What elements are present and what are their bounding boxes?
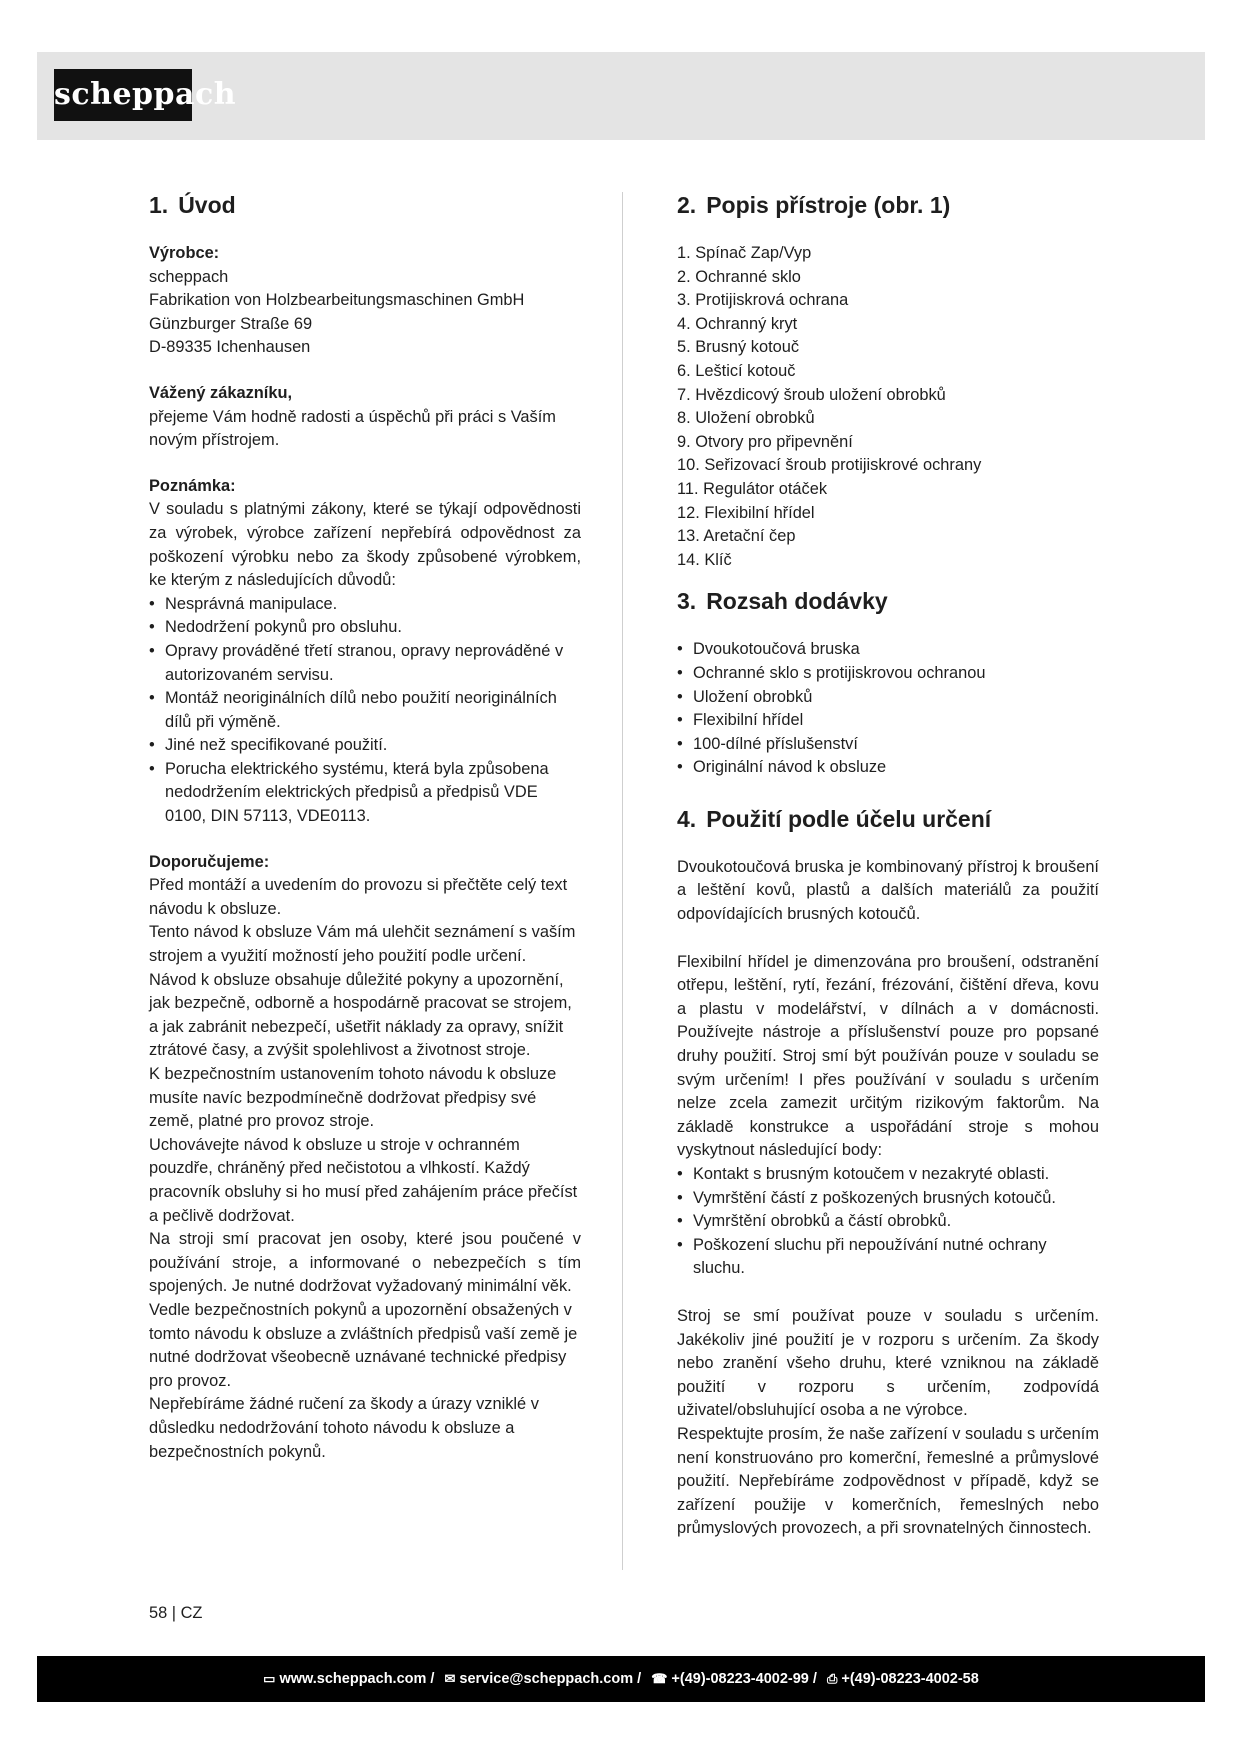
list-item: • Flexibilní hřídel — [677, 709, 1099, 733]
list-item: 13. Aretační čep — [677, 527, 796, 546]
list-item: 4. Ochranný kryt — [677, 314, 798, 333]
phone-number: +(49)-08223-4002-99 / — [671, 1671, 817, 1687]
email-icon: ✉ — [444, 1671, 456, 1686]
page-header — [37, 52, 1205, 140]
list-item: • Porucha elektrického systému, která byla způsobena nedodržením elektrických předpisů a předpisů VDE 0100, DIN 57113, VDE0113. — [149, 758, 581, 829]
greeting-text: přejeme Vám hodně radosti a úspěchů při práci s Vaším novým přístrojem. — [149, 407, 556, 450]
list-item: 11. Regulátor otáček — [677, 479, 828, 498]
list-item: • Kontakt s brusným kotoučem v nezakryté oblasti. — [677, 1163, 1099, 1187]
list-item: • Dvoukotoučová bruska — [677, 638, 1099, 662]
phone-icon: ☎ — [651, 1671, 668, 1686]
recommend-paragraph: Nepřebíráme žádné ručení za škody a úrazy vzniklé v důsledku nedodržování tohoto návodu k obsluze a bezpečnostních pokynů. — [149, 1395, 539, 1461]
fax-icon: ⎙ — [826, 1671, 838, 1686]
list-item: • Montáž neoriginálních dílů nebo použití neoriginálních dílů při výměně. — [149, 687, 581, 734]
list-item: • Nedodržení pokynů pro obsluhu. — [149, 616, 581, 640]
scheppach-logo: scheppach — [54, 69, 192, 121]
fax-number: +(49)-08223-4002-58 — [841, 1671, 979, 1687]
greeting-label: Vážený zákazníku, — [149, 383, 293, 402]
list-item: 7. Hvězdicový šroub uložení obrobků — [677, 385, 946, 404]
list-item: • Opravy prováděné třetí stranou, opravy neprováděné v autorizovaném servisu. — [149, 640, 581, 687]
list-item: 10. Seřizovací šroub protijiskrové ochrany — [677, 456, 982, 475]
usage-paragraph: Flexibilní hřídel je dimenzována pro broušení, odstranění otřepu, leštění, rytí, řezání, frézování, čištění dřeva, kovu a plastu v modelářství, v dílnách a v domácnosti. Používejte nástroje a příslušenství pouze pro popsané druhy použití. Stroj smí být používán pouze v souladu se svým určením! I přes používání v souladu s určením nelze zcela zamezit určitým rizikovým faktorům. Na základě konstrukce a uspořádání stroje s mohou vyskytnout následující body: — [677, 952, 1099, 1160]
right-column — [677, 190, 1099, 1541]
list-item: 3. Protijiskrová ochrana — [677, 291, 849, 310]
website-link[interactable]: www.scheppach.com / — [279, 1671, 435, 1687]
recommend-paragraph: K bezpečnostním ustanovením tohoto návodu k obsluze musíte navíc bezpodmínečně dodržovat předpisy své země, platné pro provoz stroje. — [149, 1065, 557, 1131]
left-column — [149, 190, 581, 1464]
list-item: 14. Klíč — [677, 550, 732, 569]
parts-list — [677, 242, 1099, 572]
recommend-paragraph: Vedle bezpečnostních pokynů a upozornění obsažených v tomto návodu k obsluze a zvláštních předpisů vaší země je nutné dodržovat všeobecně uznávané technické předpisy pro provoz. — [149, 1300, 578, 1390]
recommend-paragraph: Tento návod k obsluze Vám má ulehčit seznámení s vaším strojem a využití možností jeho použití podle určení. — [149, 923, 576, 966]
usage-paragraph: Stroj se smí používat pouze v souladu s určením. Jakékoliv jiné použití je v rozporu s určením. Za škody nebo zranění všeho druhu, které vzniknou na základě použití v rozporu s určením, zodpovídá uživatel/obsluhující osoba a ne výrobce. — [677, 1306, 1099, 1420]
usage-paragraph: Dvoukotoučová bruska je kombinovaný přístroj k broušení a leštění kovů, plastů a dalších materiálů za použití odpovídajících brusných kotoučů. — [677, 857, 1099, 924]
list-item: 9. Otvory pro připevnění — [677, 432, 853, 451]
column-divider — [622, 192, 623, 1570]
note-text: V souladu s platnými zákony, které se týkají odpovědnosti za výrobek, výrobce zařízení nepřebírá odpovědnost za poškození výrobku nebo za škody způsobené výrobkem, ke kterým z následujících důvodů: — [149, 500, 581, 590]
list-item: • Nesprávná manipulace. — [149, 593, 581, 617]
computer-icon: ▭ — [263, 1671, 276, 1686]
recommend-label: Doporučujeme: — [149, 852, 270, 871]
recommend-paragraph: Uchovávejte návod k obsluze u stroje v ochranném pouzdře, chráněný před nečistotou a vlhkostí. Každý pracovník obsluhy si ho musí před zahájením práce přečíst a pečlivě dodržovat. — [149, 1135, 578, 1225]
section-3-title: 3. Rozsah dodávky — [677, 588, 888, 615]
delivery-list — [677, 638, 1099, 780]
list-item: • 100-dílné příslušenství — [677, 733, 1099, 757]
list-item: 5. Brusný kotouč — [677, 338, 800, 357]
list-item: 2. Ochranné sklo — [677, 267, 801, 286]
recommend-paragraph: Návod k obsluze obsahuje důležité pokyny a upozornění, jak bezpečně, odborně a hospodárně pracovat se strojem, a jak zabránit nebezpečí, ušetřit náklady za opravy, snížit ztrátové časy, a zvýšit spolehlivost a životnost stroje. — [149, 970, 572, 1060]
section-1-title: 1. Úvod — [149, 192, 236, 218]
list-item: • Originální návod k obsluze — [677, 756, 1099, 780]
note-label: Poznámka: — [149, 476, 236, 495]
manufacturer-label: Výrobce: — [149, 244, 220, 262]
email-link[interactable]: service@scheppach.com / — [459, 1671, 642, 1687]
list-item: 12. Flexibilní hřídel — [677, 503, 815, 522]
list-item: 1. Spínač Zap/Vyp — [677, 244, 812, 262]
contact-footer — [37, 1656, 1205, 1702]
list-item: 6. Lešticí kotouč — [677, 361, 796, 380]
list-item: • Vymrštění obrobků a částí obrobků. — [677, 1210, 1099, 1234]
note-list — [149, 593, 581, 829]
recommend-paragraph: Před montáží a uvedením do provozu si přečtěte celý text návodu k obsluze. — [149, 876, 568, 918]
list-item: • Ochranné sklo s protijiskrovou ochranou — [677, 662, 1099, 686]
usage-paragraph: Respektujte prosím, že naše zařízení v souladu s určením není konstruováno pro komerční, řemeslné a průmyslové použití. Nepřebíráme zodpovědnost v případě, když se zařízení použije v komerčních, řemeslných nebo průmyslových provozech, a při srovnatelných činnostech. — [677, 1424, 1099, 1538]
section-2-title: 2. Popis přístroje (obr. 1) — [677, 192, 951, 218]
list-item: 8. Uložení obrobků — [677, 409, 815, 428]
list-item: • Uložení obrobků — [677, 686, 1099, 710]
risk-list — [677, 1163, 1099, 1281]
list-item: • Vymrštění částí z poškozených brusných kotoučů. — [677, 1187, 1099, 1211]
list-item: • Jiné než specifikované použití. — [149, 734, 581, 758]
page-number: 58 | CZ — [149, 1604, 203, 1622]
recommend-paragraph: Na stroji smí pracovat jen osoby, které jsou poučené v používání stroje, a informované o nebezpečích s tím spojených. Je nutné dodržovat vyžadovaný minimální věk. — [149, 1230, 581, 1296]
section-4-title: 4. Použití podle účelu určení — [677, 805, 992, 832]
manufacturer-address: scheppach Fabrikation von Holzbearbeitungsmaschinen GmbH Günzburger Straße 69 D-89335 Ichenhausen — [149, 267, 525, 357]
list-item: • Poškození sluchu při nepoužívání nutné ochrany sluchu. — [677, 1234, 1099, 1281]
